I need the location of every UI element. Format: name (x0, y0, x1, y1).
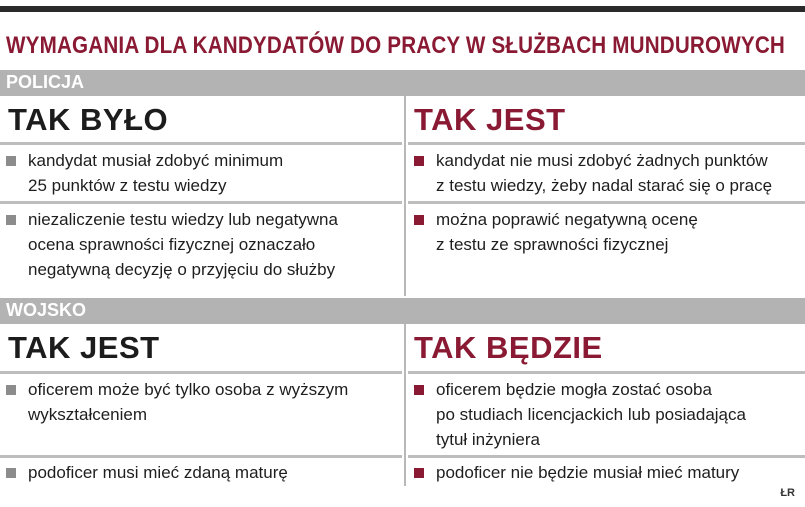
rule-left-wojsko-mid (0, 455, 402, 458)
section-bar-policja (0, 70, 805, 96)
heading-tak-bylo: TAK BYŁO (8, 102, 169, 137)
list-item-wojsko-new-1: oficerem będzie mogła zostać osoba po studiach licencjackich lub posiadająca tytuł inżyniera (414, 377, 746, 452)
grey-bullet-icon (6, 215, 16, 225)
rule-right-policja-top (408, 142, 805, 145)
list-item-policja-new-1: kandydat nie musi zdobyć żadnych punktów z testu wiedzy, żeby nadal starać się o pracę (414, 148, 772, 198)
top-rule (0, 6, 805, 12)
rule-left-policja-mid (0, 201, 402, 204)
rule-left-policja-top (0, 142, 402, 145)
red-bullet-icon (414, 215, 424, 225)
section-label-wojsko: WOJSKO (6, 300, 87, 320)
column-divider-policja (404, 96, 406, 296)
grey-bullet-icon (6, 468, 16, 478)
list-item-policja-old-2: niezaliczenie testu wiedzy lub negatywna ocena sprawności fizycznej oznaczało negatywną decyzję o przyjęciu do służby (6, 207, 338, 282)
rule-right-wojsko-mid (408, 455, 805, 458)
list-item-policja-old-1: kandydat musiał zdobyć minimum 25 punktów z testu wiedzy (6, 148, 283, 198)
column-divider-wojsko (404, 324, 406, 486)
red-bullet-icon (414, 156, 424, 166)
heading-tak-jest-policja: TAK JEST (414, 102, 566, 137)
heading-tak-jest-wojsko: TAK JEST (8, 330, 160, 365)
list-item-wojsko-new-2: podoficer nie będzie musiał mieć matury (414, 460, 739, 485)
red-bullet-icon (414, 468, 424, 478)
rule-right-policja-mid (408, 201, 805, 204)
grey-bullet-icon (6, 156, 16, 166)
heading-tak-bedzie: TAK BĘDZIE (414, 330, 603, 365)
section-label-policja: POLICJA (6, 72, 85, 92)
list-item-wojsko-old-2: podoficer musi mieć zdaną maturę (6, 460, 288, 485)
rule-right-wojsko-top (408, 371, 805, 374)
grey-bullet-icon (6, 385, 16, 395)
list-item-policja-new-2: można poprawić negatywną ocenę z testu ze sprawności fizycznej (414, 207, 698, 257)
rule-left-wojsko-top (0, 371, 402, 374)
red-bullet-icon (414, 385, 424, 395)
section-bar-wojsko (0, 298, 805, 324)
author-credit: ŁR (780, 487, 795, 499)
list-item-wojsko-old-1: oficerem może być tylko osoba z wyższym wykształceniem (6, 377, 348, 427)
infographic-title: WYMAGANIA DLA KANDYDATÓW DO PRACY W SŁUŻBACH MUNDUROWYCH (6, 32, 785, 59)
